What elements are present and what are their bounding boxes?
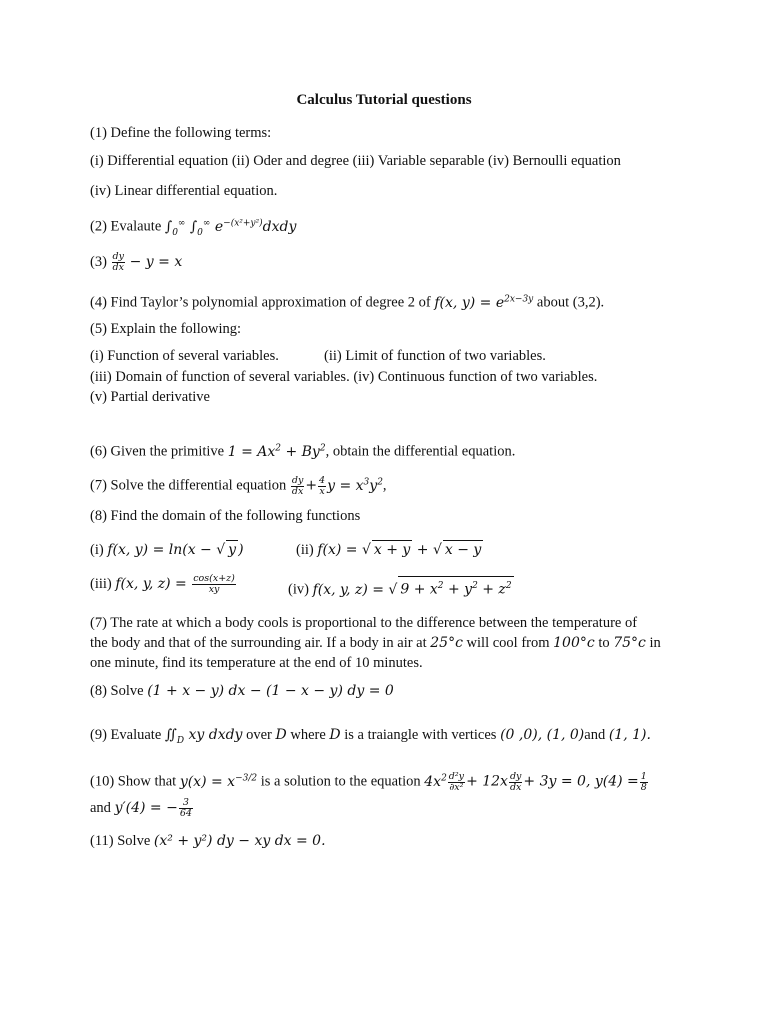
q10-condition: y′(4) = − (114, 799, 178, 816)
q10-line1: (10) Show that $y(x) = x^{-3/2}$ is a solution to the equation $4x^2$ $\frac{\text{d²y}}{\text{∂x²}}$ + 12x $\frac{dy}{dx}$ + 3y = 0, y(4) = $\frac{1}{8}$ (90, 770, 647, 793)
q8b-expression: (1 + x − y) dx − (1 − x − y) dy = 0 (147, 683, 394, 699)
q9-d2: D (329, 727, 341, 743)
q8a-item-iv (288, 576, 514, 599)
q9-vertex-3: (1, 1). (608, 727, 651, 743)
q7b-line2 (90, 634, 661, 652)
q7b-in: in (649, 635, 661, 651)
q6-line (90, 439, 515, 461)
q10-fraction-1-8: $\frac{1}{8}$ (640, 770, 647, 793)
q7a-expression-rest: $y = x^3y^2$ (327, 477, 383, 494)
q8a-function-ii: f(x) = √ x + y + √ x − y (317, 542, 482, 558)
q4-function: f(x, $y) = e^{2x-3y}$ (434, 294, 534, 311)
q3-fraction: $\frac{dy}{dx}$ (112, 251, 124, 273)
q7b-temp-100: 100°c (553, 635, 595, 651)
q7b-to: to (598, 635, 610, 651)
q7b-text-a: the body and that of the surrounding air. If a body in air at (90, 635, 427, 651)
q9-expression: $∬_D$ xy dxdy (164, 727, 243, 746)
q7b-line3: one minute, find its temperature at the end of 10 minutes. (90, 655, 423, 671)
q7a-tail: , (382, 477, 387, 494)
q10-eq-a: $4x^2$ (424, 773, 447, 790)
q8b-line (90, 682, 394, 700)
q3-lead: (3) (90, 253, 107, 270)
q7a-fraction-dydx: $\frac{dy}{dx}$ (291, 474, 304, 497)
q2-line (90, 214, 296, 241)
q6-lead: (6) Given the primitive (90, 443, 225, 460)
q8a-label-ii: (ii) (296, 542, 314, 558)
q8a-label-iii: (iii) (90, 575, 112, 592)
q10-fraction-dydx: $\frac{dy}{dx}$ (509, 770, 522, 793)
q8a-item-i (90, 540, 244, 559)
q7b-temp-25: 25°c (430, 635, 463, 651)
q5-lead: (5) Explain the following: (90, 321, 242, 337)
q5-item-iii-iv: (iii) Domain of function of several variables. (iv) Continuous function of two variables. (90, 369, 598, 385)
q8b-lead: (8) Solve (90, 683, 144, 699)
q9-and: and (584, 727, 606, 743)
q7a-lead: (7) Solve the differential equation (90, 477, 287, 494)
q8a-function-i: f(x, y) = ln(x − √ y ) (107, 542, 244, 558)
q4-end: . (600, 294, 605, 311)
q10-mid: is a solution to the equation (260, 773, 421, 790)
q4-lead: (4) Find Taylor’s polynomial approximation of degree 2 of (90, 294, 431, 311)
q9-over: over (246, 727, 272, 743)
q1-line2: (iv) Linear differential equation. (90, 183, 278, 199)
q6-expression: $1 = Ax^2 + By^2$ (227, 443, 326, 460)
q8a-label-iv: (iv) (288, 581, 309, 598)
q8a-item-ii (296, 540, 483, 559)
q3-line (90, 252, 182, 273)
q8a-function-iv: f(x, y, z) = √ $9 + x^2 + y^2 + z^2$ (313, 582, 514, 598)
q5-item-i: (i) Function of several variables. (90, 348, 279, 364)
q11-expression: (x² + y²) dy − xy dx = 0. (153, 833, 326, 849)
q7b-text-b: will cool from (466, 635, 550, 651)
q7a-fraction-4x: $\frac{4}{x}$ (319, 474, 326, 497)
q10-solution: $y(x) = x^{-3/2}$ (179, 773, 258, 790)
q4-line (90, 290, 604, 312)
q3-expression-rest: − y = x (129, 253, 183, 270)
q9-lead: (9) Evaluate (90, 727, 162, 743)
q1-lead: (1) Define the following terms: (90, 125, 272, 141)
q7b-temp-75: 75°c (613, 635, 646, 651)
q2-expression: $\int_0^\infty$ $\int_0^\infty$ $e^{-(x^2+y^2)}dxdy$ (164, 218, 297, 238)
q2-lead: (2) Evalaute (90, 218, 162, 235)
q10-and: and (90, 799, 111, 816)
q7b-line1: (7) The rate at which a body cools is proportional to the difference between the temperature of (90, 615, 638, 631)
q4-about: about (536, 294, 570, 311)
q9-d1: D (275, 727, 287, 743)
q11-line (90, 832, 326, 850)
q10-lead: (10) Show that (90, 773, 177, 790)
q9-where: where (290, 727, 326, 743)
q5-item-ii: (ii) Limit of function of two variables. (324, 348, 546, 364)
q9-line (90, 726, 651, 750)
q9-tail: is a traiangle with vertices (344, 727, 497, 743)
q11-lead: (11) Solve (90, 833, 151, 849)
q6-tail: , obtain the differential equation. (325, 443, 516, 460)
q1-line1: (i) Differential equation (ii) Oder and degree (iii) Variable separable (iv) Bernoulli equation (90, 153, 621, 169)
q8a-lead: (8) Find the domain of the following functions (90, 508, 361, 524)
q8a-item-iii (90, 574, 237, 595)
q10-fraction-3-64: $\frac{3}{64}$ (179, 797, 192, 819)
q9-vertices: (0 ,0), (1, 0) (500, 727, 585, 743)
q4-point: (3,2) (572, 294, 601, 311)
q8a-fraction-iii: $\frac{\cos(x+z)}{xy}$ (193, 573, 235, 595)
q8a-label-i: (i) (90, 542, 104, 558)
page-title: Calculus Tutorial questions (296, 92, 472, 108)
q10-fraction-d2y: $\frac{\text{d²y}}{\text{∂x²}}$ (448, 770, 465, 793)
q10-line2 (90, 798, 194, 819)
q5-item-v: (v) Partial derivative (90, 389, 210, 405)
q7a-line: (7) Solve the differential equation $\frac{dy}{dx}$ + $\frac{4}{x}$ $y = x^3y^2$, (90, 474, 387, 497)
q8a-function-iii: f(x, y, z) = (115, 575, 192, 592)
